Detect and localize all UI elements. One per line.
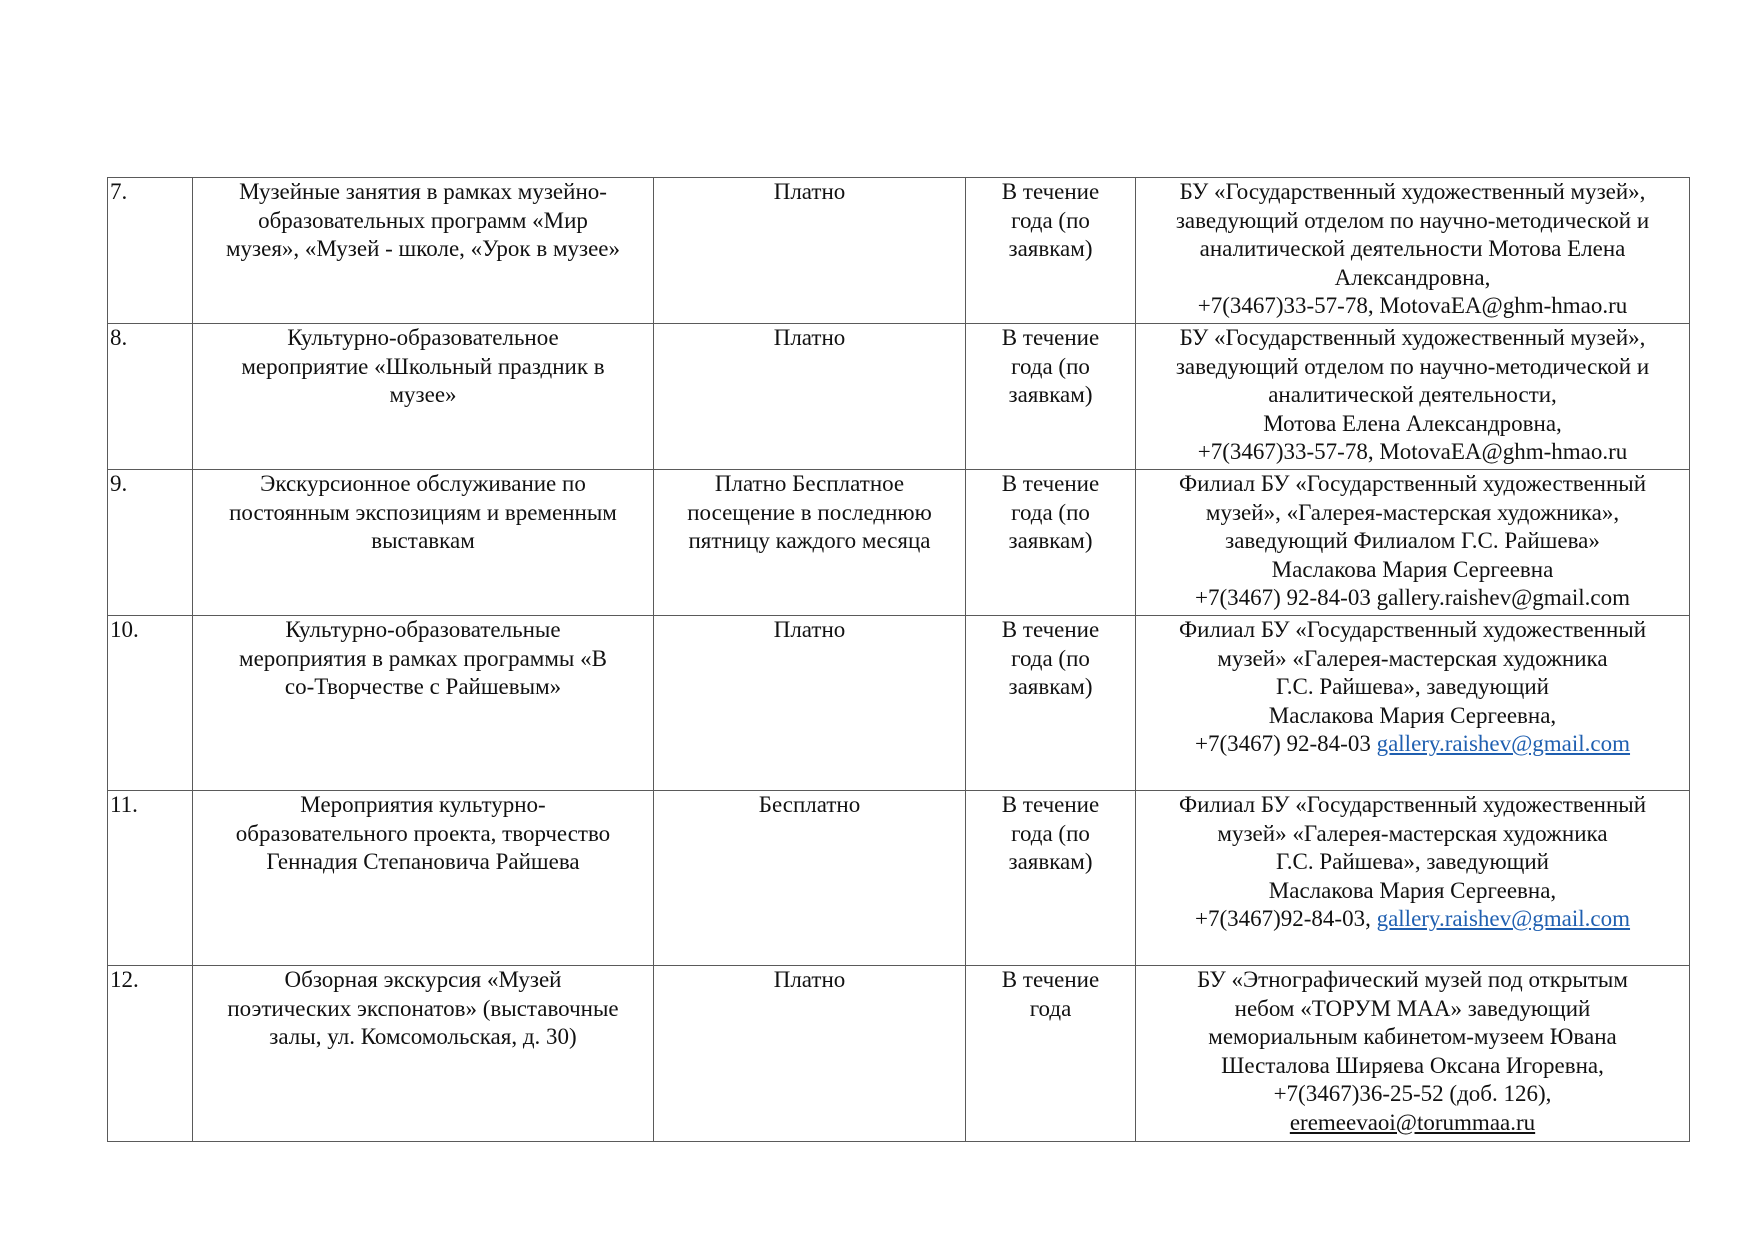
row-number: 8. xyxy=(108,324,193,470)
email-link[interactable]: gallery.raishev@gmail.com xyxy=(1376,731,1631,756)
event-name-line: Геннадия Степановича Райшева xyxy=(266,849,580,874)
row-number: 12. xyxy=(108,966,193,1142)
organizer-contact-line: +7(3467)33-57-78, MotovaEA@ghm-hmao.ru xyxy=(1197,439,1628,464)
period-line: заявкам) xyxy=(1008,382,1093,407)
period-cell xyxy=(966,324,1136,470)
event-name-line: поэтических экспонатов» (выставочные xyxy=(227,995,619,1021)
period-cell xyxy=(966,616,1136,791)
organizer-line: Филиал БУ «Государственный художественный xyxy=(1178,471,1647,496)
organizer-line: музей» «Галерея-мастерская художника xyxy=(1217,645,1608,671)
payment-line: Платно xyxy=(773,617,846,642)
period-line: года (по xyxy=(1011,207,1090,233)
payment-cell xyxy=(654,324,966,470)
payment-cell xyxy=(654,966,966,1142)
payment-cell xyxy=(654,616,966,791)
organizer-cell xyxy=(1136,324,1690,470)
email-link[interactable]: gallery.raishev@gmail.com xyxy=(1376,906,1631,931)
organizer-contact-line xyxy=(1138,905,1687,934)
period-line: года (по xyxy=(1011,820,1090,846)
payment-line: Бесплатно xyxy=(758,792,861,817)
organizer-contact-line: +7(3467) 92-84-03 gallery.raishev@gmail.com xyxy=(1194,585,1631,610)
period-cell xyxy=(966,470,1136,616)
organizer-line: Александровна, xyxy=(1334,264,1491,290)
organizer-phone: +7(3467)92-84-03, xyxy=(1194,906,1377,931)
table-row xyxy=(108,791,1690,966)
event-name-line: Экскурсионное обслуживание по xyxy=(260,471,586,496)
organizer-line: музей», «Галерея-мастерская художника», xyxy=(1205,499,1620,525)
event-name-line: мероприятия в рамках программы «В xyxy=(239,645,607,671)
organizer-line: Филиал БУ «Государственный художественный xyxy=(1178,617,1647,642)
event-name-line: Мероприятия культурно- xyxy=(300,792,546,817)
event-name-cell xyxy=(193,324,654,470)
organizer-cell xyxy=(1136,966,1690,1142)
organizer-line: Г.С. Райшева», заведующий xyxy=(1276,674,1549,699)
organizer-line: +7(3467)36-25-52 (доб. 126), xyxy=(1273,1081,1552,1106)
event-name-line: музея», «Музей - школе, «Урок в музее» xyxy=(225,236,621,261)
organizer-cell xyxy=(1136,178,1690,324)
organizer-cell xyxy=(1136,791,1690,966)
organizer-line: небом «ТОРУМ МАА» заведующий xyxy=(1234,995,1591,1021)
payment-cell xyxy=(654,791,966,966)
table-row xyxy=(108,470,1690,616)
payment-line: Платно Бесплатное xyxy=(714,471,905,496)
event-name-cell xyxy=(193,470,654,616)
organizer-line: музей» «Галерея-мастерская художника xyxy=(1217,820,1608,846)
row-number: 9. xyxy=(108,470,193,616)
row-number: 10. xyxy=(108,616,193,791)
event-name-line: выставкам xyxy=(371,528,475,553)
period-line: В течение xyxy=(1001,471,1100,496)
period-line: В течение xyxy=(1001,967,1100,992)
payment-line: Платно xyxy=(773,179,846,204)
period-line: В течение xyxy=(1001,617,1100,642)
period-line: года (по xyxy=(1011,499,1090,525)
organizer-phone: +7(3467) 92-84-03 xyxy=(1194,731,1377,756)
organizer-cell xyxy=(1136,616,1690,791)
organizer-line: Мотова Елена Александровна, xyxy=(1263,410,1562,436)
event-name-line: образовательных программ «Мир xyxy=(258,207,588,233)
payment-cell xyxy=(654,178,966,324)
period-line: заявкам) xyxy=(1008,849,1093,874)
table-row xyxy=(108,966,1690,1142)
period-cell xyxy=(966,178,1136,324)
event-name-line: Обзорная экскурсия «Музей xyxy=(284,967,562,992)
period-line: года (по xyxy=(1011,353,1090,379)
table-row xyxy=(108,616,1690,791)
organizer-line: аналитической деятельности, xyxy=(1268,382,1557,407)
organizer-line: Г.С. Райшева», заведующий xyxy=(1276,849,1549,874)
organizer-contact-line: +7(3467)33-57-78, MotovaEA@ghm-hmao.ru xyxy=(1197,293,1628,318)
payment-line: посещение в последнюю xyxy=(687,499,932,525)
period-line: заявкам) xyxy=(1008,674,1093,699)
row-number: 11. xyxy=(108,791,193,966)
period-cell xyxy=(966,791,1136,966)
period-line: заявкам) xyxy=(1008,236,1093,261)
table-row xyxy=(108,324,1690,470)
period-line: В течение xyxy=(1001,179,1100,204)
event-name-line: музее» xyxy=(389,382,457,407)
organizer-line: Маслакова Мария Сергеевна, xyxy=(1268,702,1557,728)
row-number: 7. xyxy=(108,178,193,324)
event-name-line: Культурно-образовательные xyxy=(285,617,561,642)
event-name-cell xyxy=(193,616,654,791)
event-name-line: со-Творчестве с Райшевым» xyxy=(284,674,562,699)
payment-line: Платно xyxy=(773,967,846,992)
organizer-line: БУ «Этнографический музей под открытым xyxy=(1197,967,1628,992)
organizer-line: Шесталова Ширяева Оксана Игоревна, xyxy=(1221,1052,1604,1078)
period-line: В течение xyxy=(1001,325,1100,350)
organizer-line: Филиал БУ «Государственный художественный xyxy=(1178,792,1647,817)
event-name-line: залы, ул. Комсомольская, д. 30) xyxy=(269,1024,577,1049)
organizer-line: заведующий отделом по научно-методической и xyxy=(1175,353,1650,379)
events-table xyxy=(107,177,1690,1142)
period-line: года (по xyxy=(1011,645,1090,671)
event-name-line: образовательного проекта, творчество xyxy=(235,820,611,846)
organizer-line: Маслакова Мария Сергеевна xyxy=(1271,556,1554,582)
table-row xyxy=(108,178,1690,324)
organizer-cell xyxy=(1136,470,1690,616)
period-cell xyxy=(966,966,1136,1142)
organizer-line: мемориальным кабинетом-музеем Ювана xyxy=(1208,1024,1617,1049)
organizer-line: Маслакова Мария Сергеевна, xyxy=(1268,877,1557,903)
period-line: В течение xyxy=(1001,792,1100,817)
organizer-line: БУ «Государственный художественный музей», xyxy=(1179,179,1646,204)
organizer-contact-line xyxy=(1138,730,1687,759)
event-name-line: Музейные занятия в рамках музейно- xyxy=(239,179,607,204)
organizer-email: eremeevaoi@torummaa.ru xyxy=(1289,1109,1536,1135)
payment-line: Платно xyxy=(773,325,846,350)
event-name-cell xyxy=(193,178,654,324)
organizer-line: заведующий Филиалом Г.С. Райшева» xyxy=(1225,528,1600,553)
organizer-line: заведующий отделом по научно-методической и xyxy=(1175,207,1650,233)
event-name-line: мероприятие «Школьный праздник в xyxy=(241,353,605,379)
payment-cell xyxy=(654,470,966,616)
period-line: заявкам) xyxy=(1008,528,1093,553)
event-name-cell xyxy=(193,791,654,966)
organizer-line: аналитической деятельности Мотова Елена xyxy=(1199,236,1626,261)
payment-line: пятницу каждого месяца xyxy=(688,528,931,553)
event-name-line: постоянным экспозициям и временным xyxy=(229,499,617,525)
event-name-cell xyxy=(193,966,654,1142)
event-name-line: Культурно-образовательное xyxy=(287,325,559,350)
period-line: года xyxy=(1029,995,1072,1021)
organizer-line: БУ «Государственный художественный музей», xyxy=(1179,325,1646,350)
